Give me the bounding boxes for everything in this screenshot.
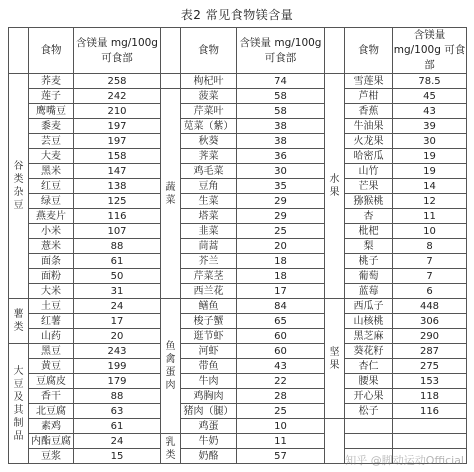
food-name-cell: 葡萄 bbox=[345, 269, 393, 284]
food-name-cell: 芸豆 bbox=[29, 134, 74, 149]
magnesium-value-cell: 242 bbox=[74, 89, 161, 104]
magnesium-value-cell: 15 bbox=[74, 449, 161, 464]
food-name-cell: 带鱼 bbox=[181, 359, 237, 374]
table-row bbox=[9, 149, 467, 164]
food-name-cell: 红豆 bbox=[29, 179, 74, 194]
food-name-cell: 面条 bbox=[29, 254, 74, 269]
table-row bbox=[9, 164, 467, 179]
food-name-cell: 大麦 bbox=[29, 149, 74, 164]
table-row bbox=[9, 314, 467, 329]
magnesium-value-cell: 65 bbox=[237, 314, 325, 329]
blank-header-2 bbox=[161, 28, 181, 74]
food-name-cell: 山核桃 bbox=[345, 314, 393, 329]
food-name-cell: 松子 bbox=[345, 404, 393, 419]
food-name-cell bbox=[345, 434, 393, 449]
food-name-cell: 奶酪 bbox=[181, 449, 237, 464]
magnesium-value-cell: 25 bbox=[237, 404, 325, 419]
food-name-cell: 黑芝麻 bbox=[345, 329, 393, 344]
magnesium-value-cell: 24 bbox=[74, 299, 161, 314]
food-name-cell: 桃子 bbox=[345, 254, 393, 269]
food-header: 食物 bbox=[181, 28, 237, 74]
food-name-cell: 荞麦 bbox=[29, 74, 74, 89]
table-title: 表2 常见食物镁含量 bbox=[180, 8, 294, 22]
magnesium-value-cell: 138 bbox=[74, 179, 161, 194]
magnesium-value-cell: 36 bbox=[237, 149, 325, 164]
magnesium-value-cell: 199 bbox=[74, 359, 161, 374]
magnesium-value-cell: 29 bbox=[237, 194, 325, 209]
magnesium-value-cell: 153 bbox=[393, 374, 467, 389]
magnesium-value-cell: 38 bbox=[237, 119, 325, 134]
table-row bbox=[9, 209, 467, 224]
food-name-cell: 芹菜茎 bbox=[181, 269, 237, 284]
magnesium-value-cell: 61 bbox=[74, 254, 161, 269]
food-name-cell: 北豆腐 bbox=[29, 404, 74, 419]
magnesium-value-cell: 17 bbox=[74, 314, 161, 329]
magnesium-value-cell: 210 bbox=[74, 104, 161, 119]
magnesium-value-cell: 20 bbox=[237, 239, 325, 254]
food-name-cell: 西兰花 bbox=[181, 284, 237, 299]
magnesium-value-cell: 287 bbox=[393, 344, 467, 359]
magnesium-value-cell: 11 bbox=[237, 434, 325, 449]
magnesium-value-cell: 58 bbox=[237, 104, 325, 119]
food-name-cell: 燕麦片 bbox=[29, 209, 74, 224]
magnesium-value-cell: 29 bbox=[237, 209, 325, 224]
food-name-cell: 黑豆 bbox=[29, 344, 74, 359]
table-body bbox=[9, 74, 467, 464]
magnesium-value-cell: 118 bbox=[393, 389, 467, 404]
food-name-cell: 火龙果 bbox=[345, 134, 393, 149]
food-name-cell: 猕猴桃 bbox=[345, 194, 393, 209]
magnesium-value-cell: 125 bbox=[74, 194, 161, 209]
food-name-cell: 荠菜 bbox=[181, 149, 237, 164]
food-name-cell: 小米 bbox=[29, 224, 74, 239]
category-cell: 大豆及其制品 bbox=[9, 344, 29, 464]
food-name-cell: 菠菜 bbox=[181, 89, 237, 104]
food-name-cell: 内酯豆腐 bbox=[29, 434, 74, 449]
food-name-cell: 枸杞叶 bbox=[181, 74, 237, 89]
table-row bbox=[9, 134, 467, 149]
table-row bbox=[9, 434, 467, 449]
magnesium-value-cell: 38 bbox=[237, 134, 325, 149]
blank-header-3 bbox=[325, 28, 345, 74]
category-cell: 薯类 bbox=[9, 299, 29, 344]
header-row bbox=[9, 28, 467, 74]
food-name-cell: 鳝鱼 bbox=[181, 299, 237, 314]
table-row bbox=[9, 329, 467, 344]
food-name-cell bbox=[345, 419, 393, 434]
food-name-cell: 豆浆 bbox=[29, 449, 74, 464]
food-name-cell: 蓝莓 bbox=[345, 284, 393, 299]
magnesium-value-cell: 63 bbox=[74, 404, 161, 419]
magnesium-value-cell: 7 bbox=[393, 269, 467, 284]
magnesium-value-cell: 31 bbox=[74, 284, 161, 299]
food-name-cell: 猪肉（腿） bbox=[181, 404, 237, 419]
magnesium-value-cell: 107 bbox=[74, 224, 161, 239]
magnesium-value-cell: 60 bbox=[237, 329, 325, 344]
magnesium-value-cell: 179 bbox=[74, 374, 161, 389]
magnesium-value-cell: 8 bbox=[393, 239, 467, 254]
magnesium-value-cell: 18 bbox=[237, 269, 325, 284]
blank-header-1 bbox=[9, 28, 29, 74]
category-cell: 乳类 bbox=[161, 434, 181, 464]
magnesium-value-cell: 197 bbox=[74, 134, 161, 149]
magnesium-value-cell: 60 bbox=[237, 344, 325, 359]
food-name-cell: 枇杷 bbox=[345, 224, 393, 239]
magnesium-value-cell: 88 bbox=[74, 239, 161, 254]
food-name-cell: 芒果 bbox=[345, 179, 393, 194]
food-name-cell: 梨 bbox=[345, 239, 393, 254]
table-row bbox=[9, 254, 467, 269]
food-name-cell: 豆腐皮 bbox=[29, 374, 74, 389]
magnesium-value-cell bbox=[393, 434, 467, 449]
magnesium-value-cell: 58 bbox=[237, 89, 325, 104]
magnesium-value-cell: 50 bbox=[74, 269, 161, 284]
table-row bbox=[9, 284, 467, 299]
magnesium-value-cell: 57 bbox=[237, 449, 325, 464]
magnesium-value-cell: 19 bbox=[393, 164, 467, 179]
magnesium-value-cell: 290 bbox=[393, 329, 467, 344]
magnesium-value-cell: 10 bbox=[393, 224, 467, 239]
category-cell: 水果 bbox=[325, 74, 345, 299]
food-name-cell: 韭菜 bbox=[181, 224, 237, 239]
food-name-cell: 莲子 bbox=[29, 89, 74, 104]
magnesium-value-cell: 45 bbox=[393, 89, 467, 104]
table-row bbox=[9, 89, 467, 104]
magnesium-value-cell: 30 bbox=[393, 134, 467, 149]
food-name-cell: 生菜 bbox=[181, 194, 237, 209]
food-name-cell: 芥兰 bbox=[181, 254, 237, 269]
food-name-cell: 黍麦 bbox=[29, 119, 74, 134]
magnesium-value-cell: 25 bbox=[237, 224, 325, 239]
table-row bbox=[9, 419, 467, 434]
table-row bbox=[9, 374, 467, 389]
magnesium-value-cell: 24 bbox=[74, 434, 161, 449]
magnesium-value-cell: 35 bbox=[237, 179, 325, 194]
table-row bbox=[9, 194, 467, 209]
food-name-cell: 香干 bbox=[29, 389, 74, 404]
food-name-cell: 杏 bbox=[345, 209, 393, 224]
magnesium-value-cell: 147 bbox=[74, 164, 161, 179]
category-cell: 谷类杂豆 bbox=[9, 74, 29, 299]
food-name-cell: 芹菜叶 bbox=[181, 104, 237, 119]
food-name-cell: 牛奶 bbox=[181, 434, 237, 449]
magnesium-value-cell: 158 bbox=[74, 149, 161, 164]
magnesium-value-cell: 258 bbox=[74, 74, 161, 89]
food-name-cell: 土豆 bbox=[29, 299, 74, 314]
magnesium-value-cell: 22 bbox=[237, 374, 325, 389]
magnesium-value-cell: 20 bbox=[74, 329, 161, 344]
magnesium-value-cell: 28 bbox=[237, 389, 325, 404]
food-name-cell: 腰果 bbox=[345, 374, 393, 389]
table-row bbox=[9, 74, 467, 89]
magnesium-value-cell: 116 bbox=[393, 404, 467, 419]
magnesium-value-cell: 18 bbox=[237, 254, 325, 269]
table-row bbox=[9, 104, 467, 119]
food-name-cell: 面粉 bbox=[29, 269, 74, 284]
magnesium-value-cell: 116 bbox=[74, 209, 161, 224]
content-header: 含镁量 mg/100g 可食部 bbox=[237, 28, 325, 74]
category-cell: 坚果 bbox=[325, 299, 345, 419]
food-name-cell: 塔菜 bbox=[181, 209, 237, 224]
food-name-cell: 鸡毛菜 bbox=[181, 164, 237, 179]
food-name-cell: 芦柑 bbox=[345, 89, 393, 104]
food-name-cell: 黑米 bbox=[29, 164, 74, 179]
magnesium-value-cell: 19 bbox=[393, 149, 467, 164]
table-row bbox=[9, 359, 467, 374]
magnesium-value-cell: 7 bbox=[393, 254, 467, 269]
food-name-cell: 牛油果 bbox=[345, 119, 393, 134]
table-row bbox=[9, 224, 467, 239]
table-row bbox=[9, 179, 467, 194]
magnesium-value-cell: 17 bbox=[237, 284, 325, 299]
food-name-cell: 梭子蟹 bbox=[181, 314, 237, 329]
magnesium-value-cell: 43 bbox=[393, 104, 467, 119]
food-header: 食物 bbox=[29, 28, 74, 74]
category-cell bbox=[325, 419, 345, 464]
food-name-cell: 素鸡 bbox=[29, 419, 74, 434]
food-name-cell: 鸡胸肉 bbox=[181, 389, 237, 404]
food-name-cell: 葵花籽 bbox=[345, 344, 393, 359]
food-name-cell: 杏仁 bbox=[345, 359, 393, 374]
food-name-cell: 山竹 bbox=[345, 164, 393, 179]
food-name-cell: 红薯 bbox=[29, 314, 74, 329]
content-header: 含镁量 mg/100g 可食部 bbox=[74, 28, 161, 74]
magnesium-value-cell: 11 bbox=[393, 209, 467, 224]
food-name-cell: 苋菜（紫） bbox=[181, 119, 237, 134]
magnesium-value-cell: 448 bbox=[393, 299, 467, 314]
food-name-cell: 山药 bbox=[29, 329, 74, 344]
table-row bbox=[9, 389, 467, 404]
magnesium-value-cell: 10 bbox=[237, 419, 325, 434]
food-name-cell: 雪莲果 bbox=[345, 74, 393, 89]
content-header: 含镁量 mg/100g 可食部 bbox=[393, 28, 467, 74]
food-name-cell: 黄豆 bbox=[29, 359, 74, 374]
magnesium-value-cell: 43 bbox=[237, 359, 325, 374]
table-row bbox=[9, 404, 467, 419]
magnesium-value-cell: 12 bbox=[393, 194, 467, 209]
food-name-cell: 开心果 bbox=[345, 389, 393, 404]
magnesium-value-cell: 243 bbox=[74, 344, 161, 359]
magnesium-value-cell: 275 bbox=[393, 359, 467, 374]
food-name-cell: 秋葵 bbox=[181, 134, 237, 149]
food-name-cell: 鹰嘴豆 bbox=[29, 104, 74, 119]
magnesium-value-cell: 14 bbox=[393, 179, 467, 194]
food-name-cell: 薏米 bbox=[29, 239, 74, 254]
magnesium-value-cell: 6 bbox=[393, 284, 467, 299]
food-name-cell: 豆角 bbox=[181, 179, 237, 194]
magnesium-value-cell: 74 bbox=[237, 74, 325, 89]
food-name-cell: 大米 bbox=[29, 284, 74, 299]
category-cell: 蔬菜 bbox=[161, 89, 181, 299]
magnesium-value-cell: 84 bbox=[237, 299, 325, 314]
food-name-cell: 逛节虾 bbox=[181, 329, 237, 344]
category-cell: 鱼禽蛋肉 bbox=[161, 299, 181, 434]
food-name-cell: 香蕉 bbox=[345, 104, 393, 119]
food-name-cell: 牛肉 bbox=[181, 374, 237, 389]
magnesium-value-cell: 88 bbox=[74, 389, 161, 404]
table-row bbox=[9, 269, 467, 284]
food-name-cell: 绿豆 bbox=[29, 194, 74, 209]
magnesium-value-cell: 61 bbox=[74, 419, 161, 434]
food-name-cell: 西瓜子 bbox=[345, 299, 393, 314]
table-row bbox=[9, 119, 467, 134]
food-name-cell: 哈密瓜 bbox=[345, 149, 393, 164]
watermark: 知乎 @脚动运动Official bbox=[345, 454, 464, 467]
magnesium-value-cell bbox=[393, 419, 467, 434]
magnesium-value-cell: 78.5 bbox=[393, 74, 467, 89]
table-row bbox=[9, 239, 467, 254]
category-cell bbox=[161, 74, 181, 89]
food-header: 食物 bbox=[345, 28, 393, 74]
magnesium-value-cell: 197 bbox=[74, 119, 161, 134]
table-row bbox=[9, 299, 467, 314]
food-name-cell: 鸡蛋 bbox=[181, 419, 237, 434]
magnesium-value-cell: 39 bbox=[393, 119, 467, 134]
food-name-cell: 茼蒿 bbox=[181, 239, 237, 254]
magnesium-value-cell: 30 bbox=[237, 164, 325, 179]
table-row bbox=[9, 344, 467, 359]
magnesium-value-cell: 306 bbox=[393, 314, 467, 329]
food-name-cell: 河虾 bbox=[181, 344, 237, 359]
magnesium-content-table bbox=[8, 27, 467, 464]
